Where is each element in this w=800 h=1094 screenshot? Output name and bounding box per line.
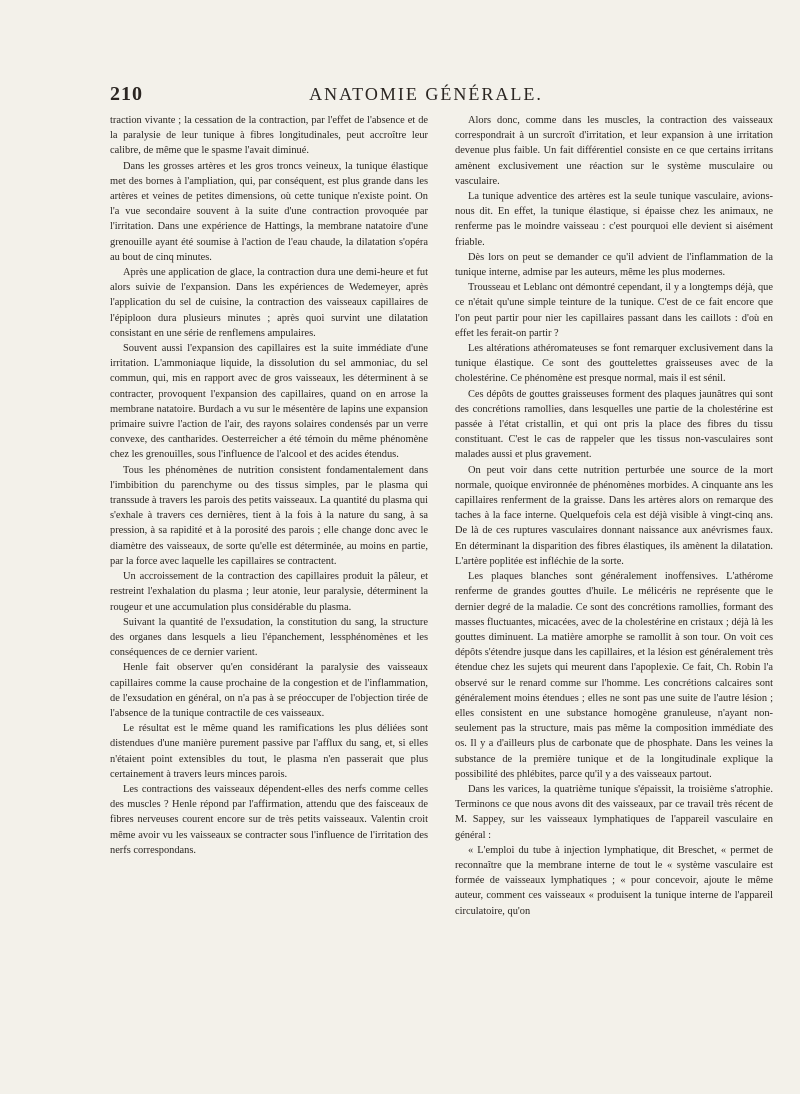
- paragraph: Trousseau et Leblanc ont démontré cependant, il y a longtemps déjà, que ce n'était qu'une simple teinture de la tunique. C'est de ce fait encore que l'on peut partir pour nier les capillaires passant dans les caillots : d'où en effet les ferait-on partir ?: [455, 282, 773, 339]
- left-column: [110, 113, 428, 858]
- paragraph: « L'emploi du tube à injection lymphatique, dit Breschet, « permet de reconnaître que la membrane interne de tout le « système vasculaire est formée de vaisseaux lymphatiques ; « pour concevoir, ajoute le même auteur, comment ces vaisseaux « produisent la tunique interne de l'appareil circulatoire, qu'on: [455, 844, 773, 917]
- paragraph: Dans les varices, la quatrième tunique s'épaissit, la troisième s'atrophie. Terminons ce que nous avons dit des vaisseaux, par ce travail très récent de M. Sappey, sur les vaisseaux lymphatiques de l'appareil vasculaire en général :: [455, 783, 773, 841]
- paragraph: traction vivante ; la cessation de la contraction, par l'effet de l'absence et de la paralysie de leur tunique à fibres longitudinales, peut accroître leur calibre, de même que le spasme l'avait diminué.: [110, 115, 428, 157]
- paragraph: Henle fait observer qu'en considérant la paralysie des vaisseaux capillaires comme la cause prochaine de la congestion et de l'inflammation, de l'exsudation en général, on n'a pas à se préoccuper de l'objection tirée de l'absence de la tunique contractile de ces vaisseaux.: [110, 662, 428, 719]
- paragraph: La tunique adventice des artères est la seule tunique vasculaire, avions-nous dit. En effet, la tunique élastique, si épaisse chez les animaux, ne renferme pas le moindre vaisseau : c'est pourquoi elle devient si aisément friable.: [455, 191, 773, 248]
- paragraph: Souvent aussi l'expansion des capillaires est la suite immédiate d'une irritation. L'ammoniaque liquide, la dissolution du sel ammoniac, du sel commun, qui, mis en rapport avec de gros vaisseaux, les déterminent à se contracter, provoquent l'expansion des capillaires, quand on en arrose la membrane natatoire. Burdach a vu sur le mésentère de lapins une expansion primaire suivre l'action de l'air, des rayons solaires condensés par un verre convexe, des cantharides. Oesterreicher a été témoin du même phénomène chez les grenouilles, sous l'influence de l'alcool et des acides étendus.: [110, 343, 428, 461]
- paragraph: Les plaques blanches sont généralement inoffensives. L'athérome renferme de grandes gouttes d'huile. Le mélicéris ne représente que le dernier degré de la maladie. Ce sont des concrétions ramollies, formant des masses fluctuantes, micacées, avec de la cholestérine en cristaux ; déjà là les gouttes diminuent. La matière amorphe se ramollit à son tour. On voit ces dépôts s'étendre jusque dans les capillaires, et la lésion est généralement très étendue chez les sujets qui meurent dans l'apoplexie. Ce fait, Ch. Robin l'a observé sur le renard comme sur l'homme. Les concrétions calcaires sont généralement moins étendues ; elles ne sont pas une suite de l'autre lésion ; elles consistent en une substance homogène granuleuse, n'ayant non-seulement pas la structure, mais pas même la composition immédiate des os. Il y a d'ailleurs plus de carbonate que de phosphate. Dans les veines la substance de la première tunique et de la longitudinale explique la possibilité des phlébites, parce qu'il y a des vaisseaux partout.: [455, 571, 773, 780]
- running-title: ANATOMIE GÉNÉRALE.: [309, 84, 543, 104]
- paragraph: Un accroissement de la contraction des capillaires produit la pâleur, et restreint l'exhalation du plasma ; leur atonie, leur paralysie, déterminent la rougeur et une accumulation plus considérable du plasma.: [110, 571, 428, 613]
- paragraph: Ces dépôts de gouttes graisseuses forment des plaques jaunâtres qui sont des concrétions ramollies, dans lesquelles une partie de la cholestérine est passée à l'état cristallin, et qui ont pris la place des fibres du tissu constituant. C'est le cas de rappeler que les tissus non-vasculaires sont malades aussi et plus gravement.: [455, 388, 773, 461]
- paragraph: Dès lors on peut se demander ce qu'il advient de l'inflammation de la tunique interne, admise par les auteurs, même les plus modernes.: [455, 251, 773, 279]
- paragraph: Suivant la quantité de l'exsudation, la constitution du sang, la structure des organes dans lesquels a lieu l'épanchement, lessphénomènes et les conséquences de ce dernier varient.: [110, 616, 428, 659]
- paragraph: Alors donc, comme dans les muscles, la contraction des vaisseaux correspondrait à un surcroît d'irritation, et leur expansion à une irritation devenue plus faible. Un fait différentiel consiste en ce que certains irritans amènent exclusivement une réaction sur le système musculaire ou vasculaire.: [455, 115, 773, 187]
- paragraph: On peut voir dans cette nutrition perturbée une source de la mort normale, quoique environnée de phénomènes morbides. A cinquante ans les capillaires renferment de la graisse. Dans les artères alors on remarque des taches à la face interne. Quelquefois cela est déjà visible à vingt-cinq ans. De là de ces ruptures vasculaires donnant naissance aux anévrismes faux. En déterminant la disparition des fibres élastiques, ils amènent la dilatation. L'artère poplitée est infléchie de la sorte.: [455, 464, 773, 567]
- page-header: [110, 83, 742, 109]
- page-number: 210: [110, 83, 143, 105]
- paragraph: Tous les phénomènes de nutrition consistent fondamentalement dans l'imbibition du parenchyme ou des tissus simples, par le plasma qui transsude à travers les parois des petits vaisseaux. La quantité du plasma qui s'exhale à travers ces dernières, tient à la fois à la nature du sang, à sa pression, à sa rapidité et à la porosité des parois ; elle change donc avec le diamètre des vaisseaux, de sorte qu'elle est déterminée, au moins en partie, par la force avec laquelle les capillaires se contractent.: [110, 464, 428, 567]
- paragraph: Après une application de glace, la contraction dura une demi-heure et fut alors suivie de l'expansion. Dans les expériences de Wedemeyer, après l'application du sel de cuisine, la contraction des vaisseaux capillaires de l'épiploon dura plusieurs minutes ; après quoi survint une dilatation consistant en une série de renflemens ampulaires.: [110, 267, 428, 339]
- paragraph: Les altérations athéromateuses se font remarquer exclusivement dans la tunique élastique. Ce sont des gouttelettes graisseuses avec de la cholestérine. Ce phénomène est presque normal, mais il est sénil.: [455, 343, 773, 385]
- paragraph: Le résultat est le même quand les ramifications les plus déliées sont distendues d'une manière purement passive par l'afflux du sang, et, si elles n'étaient point extensibles du tout, le plasma n'en passerait que plus certainement à travers leurs minces parois.: [110, 723, 428, 780]
- paragraph: Dans les grosses artères et les gros troncs veineux, la tunique élastique met des bornes à l'ampliation, qui, par conséquent, est plus grande dans les artères et veines de petites dimensions, où cette tunique n'existe point. On l'a vue secondaire souvent à la suite d'une contraction provoquée par l'irritation. Dans une expérience de Hattings, la membrane natatoire d'une grenouille ayant été soumise à l'action de l'eau chaude, la dilatation s'opéra au bout de cinq minutes.: [110, 160, 428, 263]
- right-column: [455, 113, 773, 919]
- paragraph: Les contractions des vaisseaux dépendent-elles des nerfs comme celles des muscles ? Henle répond par l'affirmation, attendu que des faisceaux de fibres nerveuses courent encore sur de très petits vaisseaux. Valentin croit même avoir vu les vaisseaux se contracter sous l'influence de l'irritation des nerfs correspondans.: [110, 783, 428, 856]
